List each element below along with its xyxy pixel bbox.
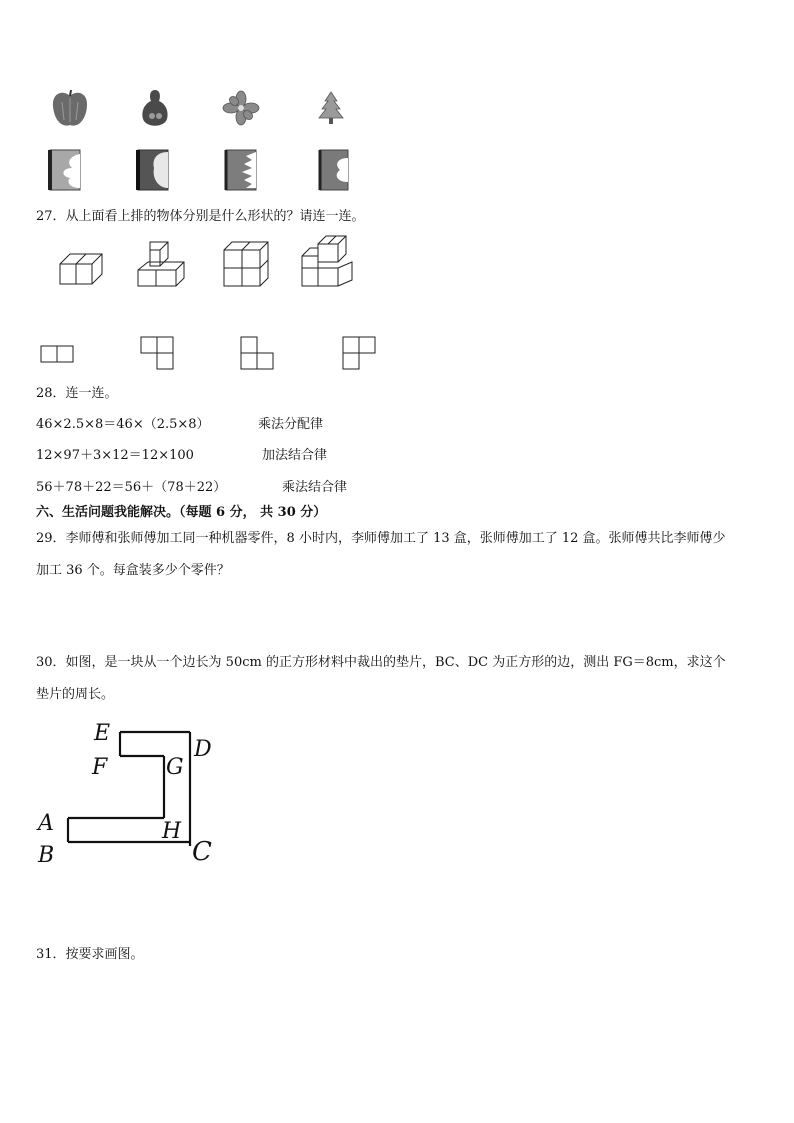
label-b: B — [38, 843, 55, 868]
tree-figure — [316, 90, 346, 126]
q30-line1: 30．如图，是一块从一个边长为 50cm 的正方形材料中裁出的垫片，BC、DC 为正方形的边，测出 FG＝8cm，求这个 — [36, 655, 726, 670]
label-g: G — [166, 755, 184, 780]
top-view-4 — [342, 336, 378, 372]
gasket-figure — [36, 718, 226, 868]
q28-right-1: 乘法分配律 — [258, 417, 324, 432]
label-e: E — [94, 721, 111, 746]
flower-figure — [222, 90, 260, 126]
label-h: H — [162, 819, 182, 844]
label-c: C — [192, 837, 212, 867]
q31-text: 31．按要求画图。 — [36, 947, 144, 962]
q29-line1: 29．李师傅和张师傅加工同一种机器零件，8 小时内，李师傅加工了 13 盒，张师傅加工了 12 盒。张师傅共比李师傅少 — [36, 531, 726, 546]
q28-left-3: 56＋78＋22＝56＋（78＋22） — [36, 480, 227, 495]
gourd-figure — [138, 88, 172, 130]
q29-line2: 加工 36 个。每盒装多少个零件？ — [36, 563, 230, 578]
label-f: F — [92, 755, 108, 780]
section6-heading: 六、生活问题我能解决。（每题 6 分， 共 30 分） — [36, 505, 327, 520]
label-d: D — [194, 737, 212, 762]
q30-line2: 垫片的周长。 — [36, 687, 115, 702]
top-view-3 — [240, 336, 276, 372]
q28-right-3: 乘法结合律 — [282, 480, 348, 495]
q27-text: 27．从上面看上排的物体分别是什么形状的？请连一连。 — [36, 209, 365, 224]
cut-shape-3 — [224, 148, 260, 192]
apple-figure — [50, 88, 90, 130]
cube-stack-1 — [58, 244, 104, 286]
cube-stack-3 — [222, 240, 272, 288]
label-a: A — [38, 811, 54, 836]
cut-shape-2 — [136, 148, 172, 192]
cube-stack-2 — [136, 240, 188, 288]
q28-right-2: 加法结合律 — [262, 448, 328, 463]
top-view-2 — [140, 336, 176, 372]
cut-shape-4 — [318, 148, 354, 192]
q28-left-2: 12×97＋3×12＝12×100 — [36, 448, 194, 463]
q28-left-1: 46×2.5×8＝46×（2.5×8） — [36, 417, 210, 432]
cube-stack-4 — [300, 234, 356, 288]
cut-shape-1 — [48, 148, 84, 192]
q28-title: 28．连一连。 — [36, 386, 118, 401]
top-view-1 — [40, 345, 76, 365]
